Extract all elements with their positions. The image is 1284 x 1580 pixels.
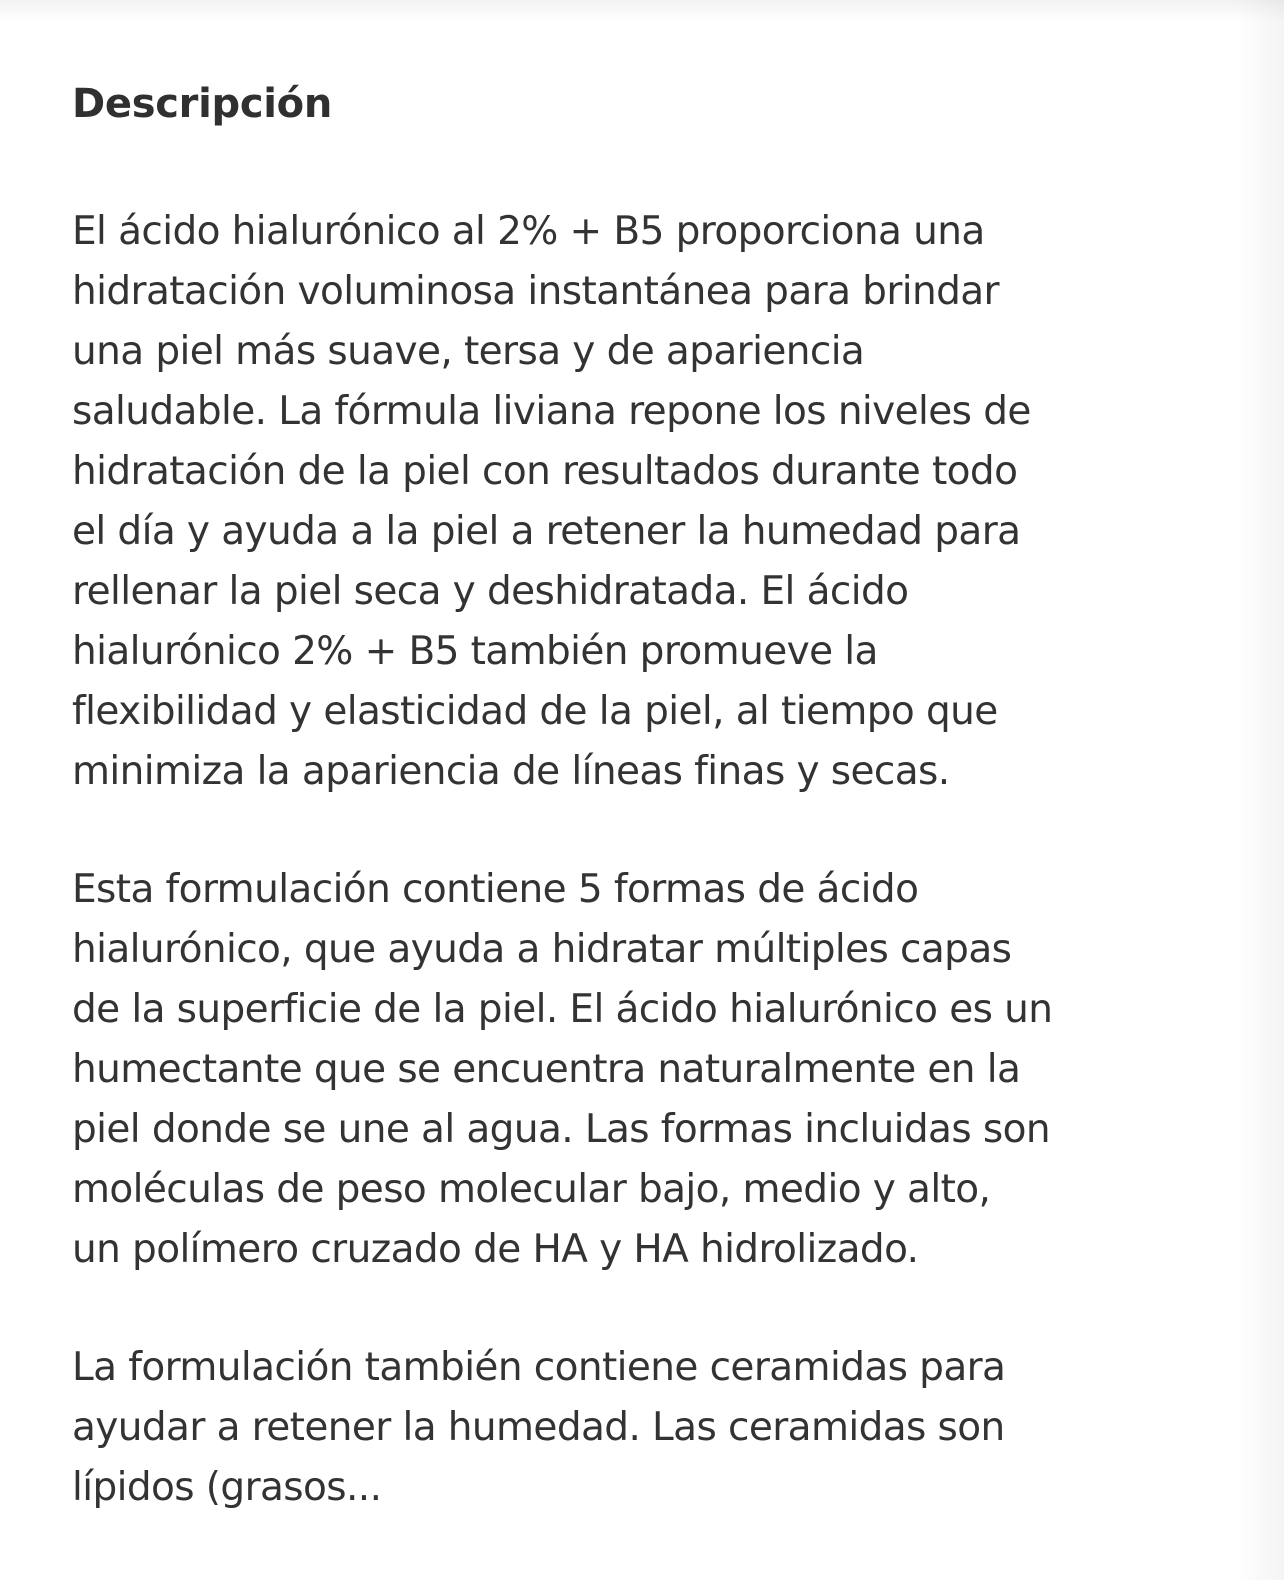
paragraph-line: moléculas de peso molecular bajo, medio y alto, [72,1167,991,1212]
paragraph-line: piel donde se une al agua. Las formas incluidas son [72,1107,1050,1152]
paragraph-line: hialurónico, que ayuda a hidratar múltiples capas [72,927,1012,972]
description-paragraph-1 [72,202,1222,802]
paragraph-line: saludable. La fórmula liviana repone los niveles de [72,389,1031,434]
paragraph-line: El ácido hialurónico al 2% + B5 proporciona una [72,209,985,254]
paragraph-line: hidratación voluminosa instantánea para brindar [72,269,999,314]
description-paragraph-3 [72,1338,1222,1518]
description-title: Descripción [72,81,333,127]
description-section [72,78,1222,1576]
paragraph-line: Esta formulación contiene 5 formas de ácido [72,867,919,912]
paragraph-line: minimiza la apariencia de líneas finas y secas. [72,749,950,794]
paragraph-line: La formulación también contiene ceramidas para [72,1345,1006,1390]
paragraph-line: hidratación de la piel con resultados durante todo [72,449,1018,494]
truncated-paragraph-line: lípidos (grasos... [72,1465,382,1510]
paragraph-line: una piel más suave, tersa y de apariencia [72,329,865,374]
paragraph-line: ayudar a retener la humedad. Las ceramidas son [72,1405,1005,1450]
description-paragraph-2 [72,860,1222,1280]
paragraph-line: un polímero cruzado de HA y HA hidrolizado. [72,1227,919,1272]
top-shadow [0,0,1284,22]
paragraph-line: de la superficie de la piel. El ácido hialurónico es un [72,987,1053,1032]
paragraph-line: hialurónico 2% + B5 también promueve la [72,629,878,674]
right-edge-shadow [1236,0,1284,1580]
paragraph-line: el día y ayuda a la piel a retener la humedad para [72,509,1021,554]
paragraph-line: flexibilidad y elasticidad de la piel, al tiempo que [72,689,998,734]
paragraph-line: humectante que se encuentra naturalmente en la [72,1047,1021,1092]
paragraph-line: rellenar la piel seca y deshidratada. El ácido [72,569,909,614]
